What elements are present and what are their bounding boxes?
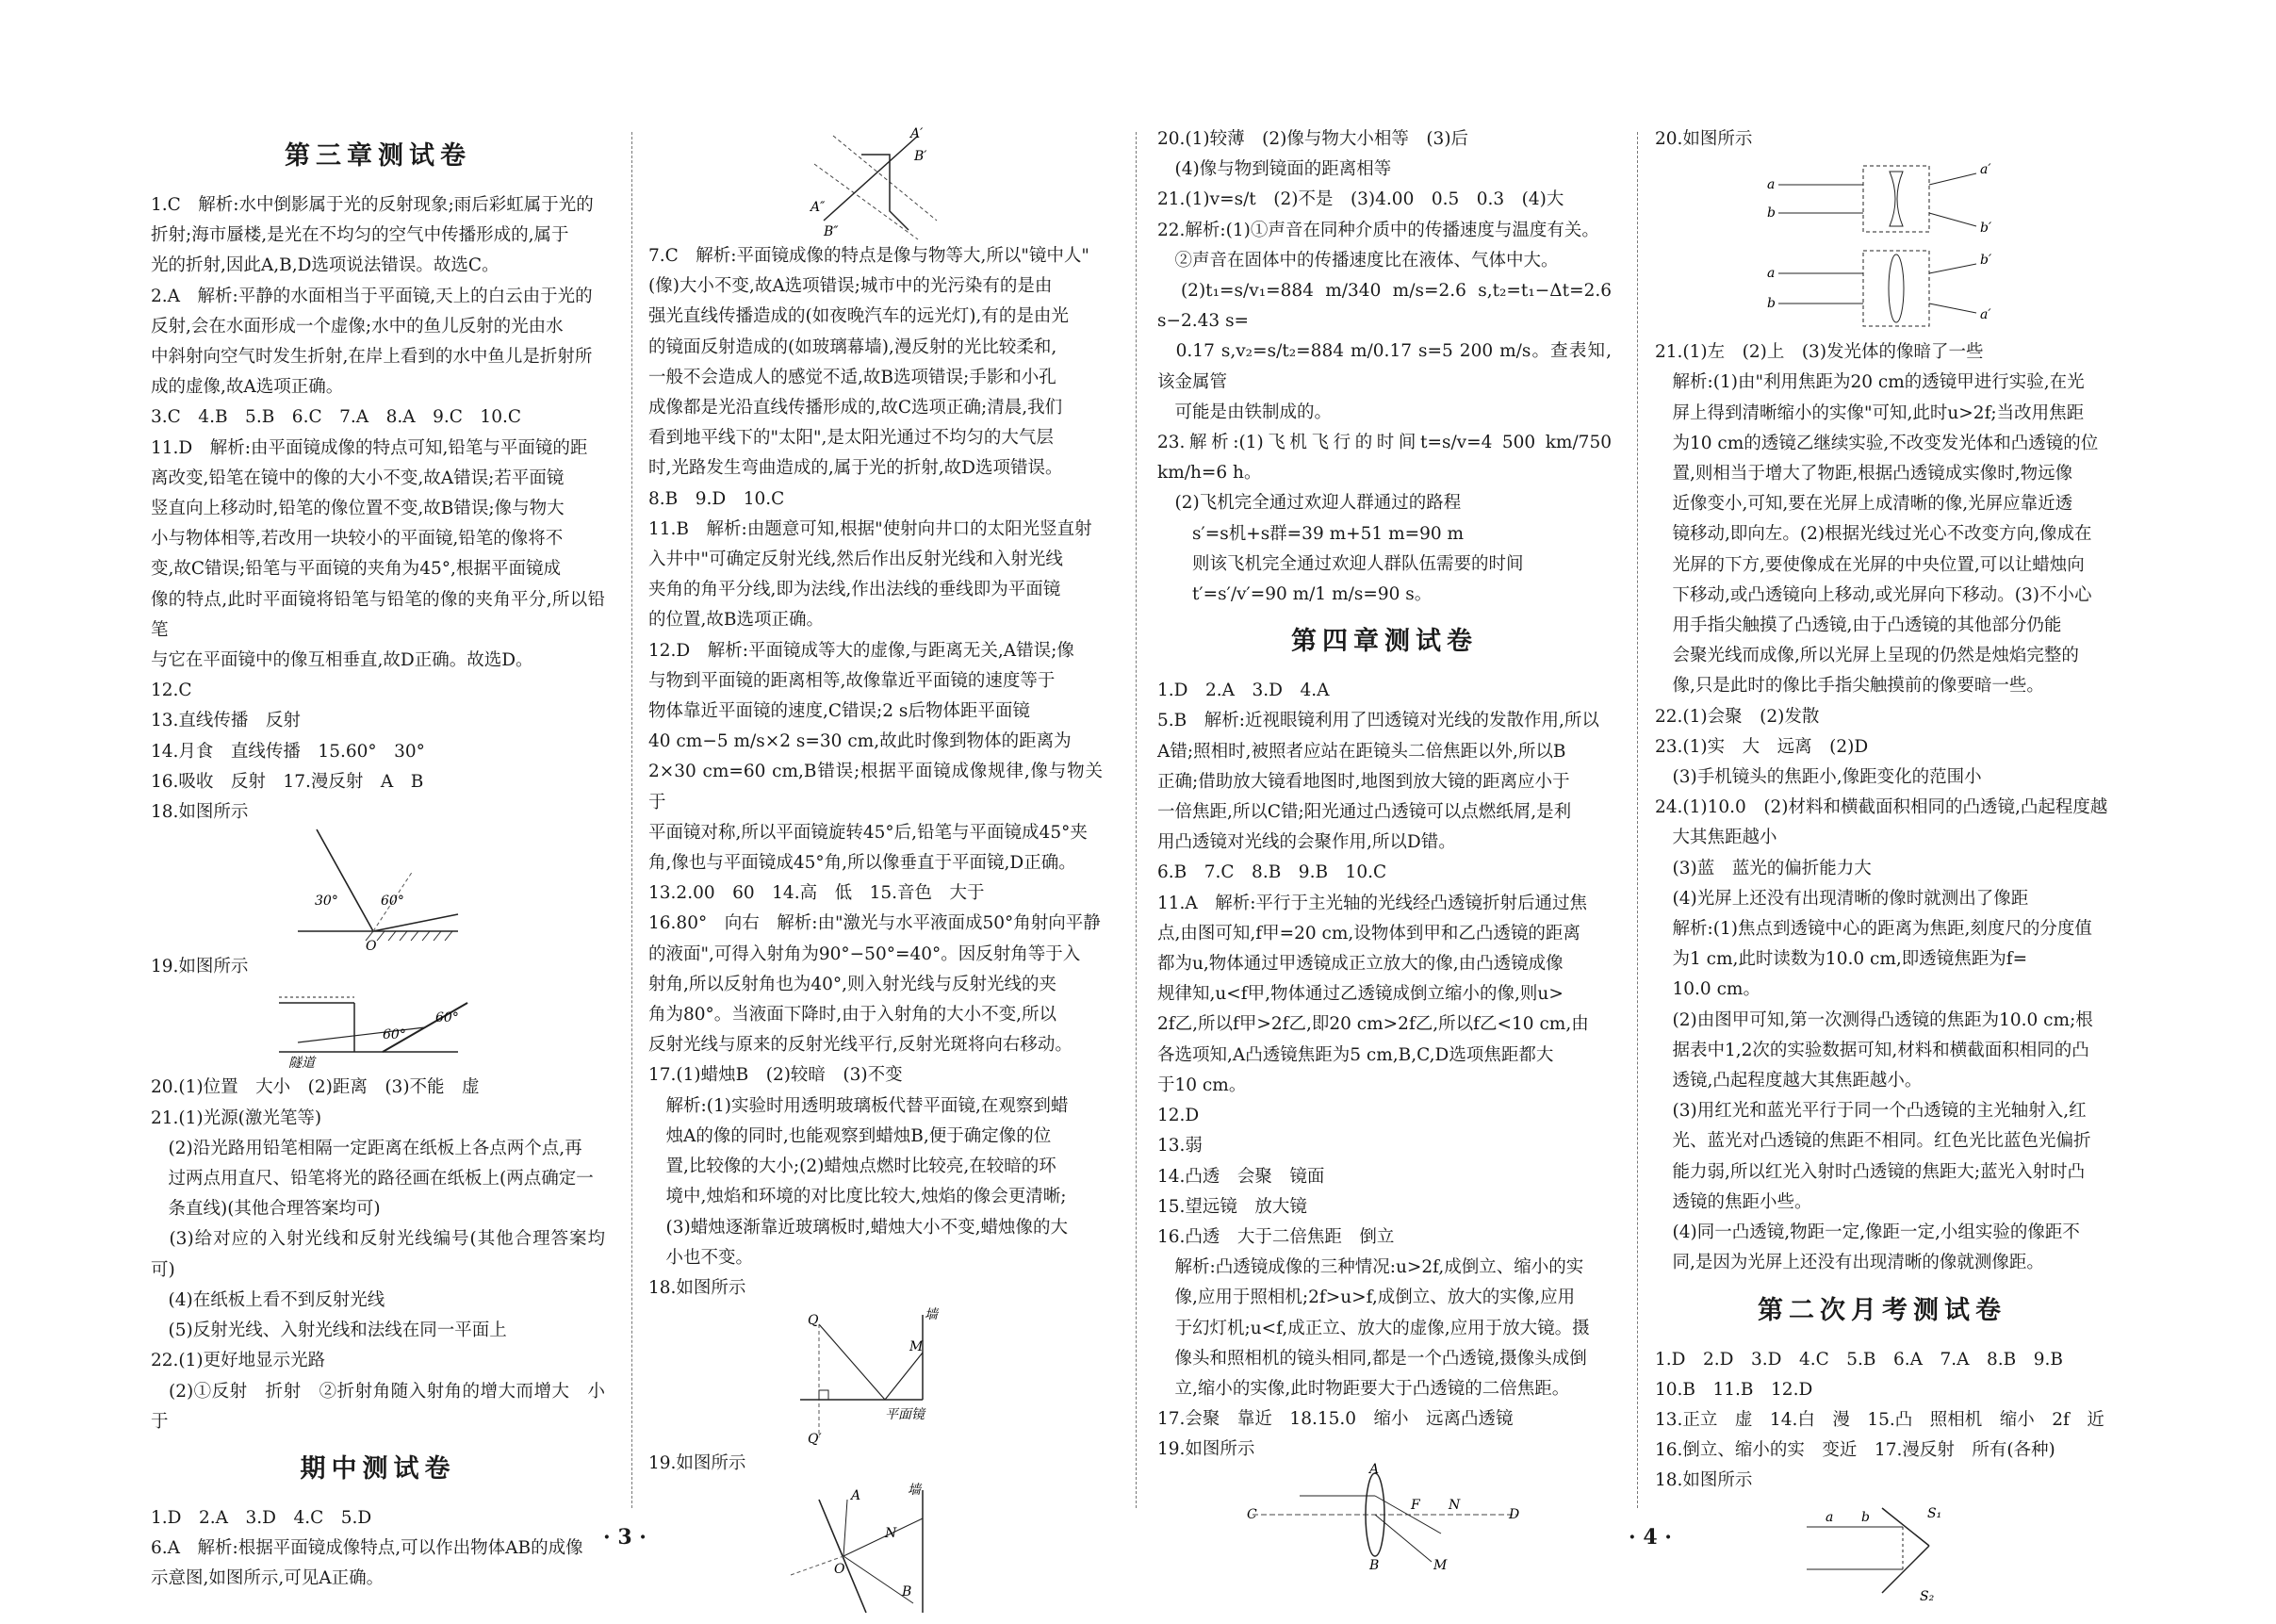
answer-line: 光屏的下方,要使像成在光屏的中央位置,可以让蜡烛向 (1655, 554, 2085, 575)
answer-line: (3)手机镜头的焦距小,像距变化的范围小 (1655, 767, 1982, 788)
answer-line: 夹角的角平分线,即为法线,作出法线的垂线即为平面镜 (648, 580, 1061, 600)
answer-line: (像)大小不变,故A选项错误;城市中的光污染有的是由 (648, 276, 1053, 297)
answer-line: 16.吸收 反射 17.漫反射 A B (151, 771, 424, 792)
answer-line: 1.D 2.D 3.D 4.C 5.B 6.A 7.A 8.B 9.B (1655, 1349, 2064, 1370)
wall-label: 墙 (908, 1483, 921, 1499)
answer-line: 都为u,物体通过甲透镜成正立放大的像,由凸透镜成像 (1157, 954, 1564, 975)
answer-line: 像的特点,此时平面镜将铅笔与铅笔的像的夹角平分,所以铅笔 (151, 589, 605, 640)
answer-line: 一倍焦距,所以C错;阳光通过凸透镜可以点燃纸屑,是利 (1157, 802, 1572, 823)
answer-line: 6.A 解析:根据平面镜成像特点,可以作出物体AB的成像 (151, 1538, 583, 1559)
wall-mirror-diagram (781, 1305, 970, 1447)
svg-text:N: N (1449, 1497, 1461, 1513)
answer-line: 于10 cm。 (1157, 1074, 1247, 1095)
answer-line: 近像变小,可知,要在光屏上成清晰的像,光屏应靠近透 (1655, 494, 2073, 515)
answer-line: 条直线)(其他合理答案均可) (151, 1199, 381, 1220)
answer-line: 14.凸透 会聚 镜面 (1157, 1166, 1325, 1187)
answer-line: 17.(1)蜡烛B (2)较暗 (3)不变 (648, 1065, 903, 1086)
answer-line: 2f乙,所以f甲>2f乙,即20 cm>2f乙,所以f乙<10 cm,由 (1157, 1014, 1589, 1035)
answer-line: 强光直线传播造成的(如夜晚汽车的远光灯),有的是由光 (648, 306, 1069, 327)
answer-line: 的位置,故B选项正确。 (648, 610, 824, 631)
answer-line: (4)像与物到镜面的距离相等 (1157, 159, 1392, 180)
answer-line: (2)①反射 折射 ②折射角随入射角的增大而增大 小于 (151, 1381, 605, 1432)
answer-line: 12.C (151, 681, 192, 701)
svg-text:S₁: S₁ (1927, 1505, 1942, 1521)
angle-label: 30° (315, 894, 338, 910)
answer-line: 透镜的焦距小些。 (1655, 1191, 1812, 1212)
answer-line: (2)沿光路用铅笔相隔一定距离在纸板上各点两个点,再 (151, 1138, 582, 1158)
angle-label: 60° (383, 1027, 406, 1043)
reflection-diagram (279, 829, 477, 955)
answer-line: 14.月食 直线传播 15.60° 30° (151, 741, 425, 762)
svg-text:M: M (1433, 1557, 1448, 1573)
answer-line: 立,缩小的实像,此时物距要大于凸透镜的二倍焦距。 (1157, 1378, 1570, 1399)
figure-19-wall (648, 1481, 1103, 1622)
answer-line: 角,像也与平面镜成45°角,所以像垂直于平面镜,D正确。 (648, 853, 1076, 874)
answer-line: 2×30 cm=60 cm,B错误;根据平面镜成像规律,像与物关于 (648, 762, 1103, 812)
answer-line: 21.(1)v=s/t (2)不是 (3)4.00 0.5 0.3 (4)大 (1157, 189, 1564, 210)
column-3 (1157, 124, 1617, 1573)
page-number-right: · 4 · (1629, 1525, 1672, 1550)
answer-line: 规律知,u<f甲,物体通过乙透镜成倒立缩小的像,则u> (1157, 984, 1564, 1005)
answer-line: 22.(1)会聚 (2)发散 (1655, 706, 1820, 727)
answer-line: 同,是因为光屏上还没有出现清晰的像就测像距。 (1655, 1253, 2044, 1273)
answer-line: 境中,烛焰和环境的对比度比较大,烛焰的像会更清晰; (648, 1187, 1067, 1207)
answer-line: 示意图,如图所示,可见A正确。 (151, 1568, 385, 1589)
answer-line: 成像都是光沿直线传播形成的,故C选项正确;清晨,我们 (648, 398, 1063, 418)
svg-text:B: B (1369, 1557, 1380, 1573)
chapter4-title: 第四章测试卷 (1291, 627, 1478, 657)
svg-text:S₂: S₂ (1920, 1588, 1935, 1604)
answer-line: 18.如图所示 (151, 802, 249, 823)
svg-text:a′: a′ (1980, 307, 1991, 323)
svg-text:B′: B′ (914, 149, 927, 164)
answer-line: 的镜面反射造成的(如玻璃幕墙),漫反射的光比较柔和, (648, 336, 1057, 357)
answer-line: (3)蜡烛逐渐靠近玻璃板时,蜡烛大小不变,蜡烛像的大 (648, 1217, 1068, 1238)
answer-line: 13.2.00 60 14.高 低 15.音色 大于 (648, 883, 985, 904)
answer-line: 为10 cm的透镜乙继续实验,不改变发光体和凸透镜的位 (1655, 433, 2099, 453)
answer-line: 解析:(1)由"利用焦距为20 cm的透镜甲进行实验,在光 (1655, 372, 2085, 393)
answer-line: 像,只是此时的像比手指尖触摸前的像要暗一些。 (1655, 676, 2044, 697)
angle-label: 60° (381, 894, 404, 910)
svg-text:B″: B″ (824, 224, 839, 239)
answer-line: 像头和照相机的镜头相同,都是一个凸透镜,摄像头成倒 (1157, 1348, 1587, 1369)
answer-line: 中斜射向空气时发生折射,在岸上看到的水中鱼儿是折射所 (151, 347, 593, 368)
answer-line: 23.解析:(1)飞机飞行的时间t=s/v=4 500 km/750 km/h=6 h。 (1157, 433, 1617, 484)
svg-text:b′: b′ (1980, 221, 1992, 237)
answer-line: 反射光线与原来的反射光线平行,反射光斑将向右移动。 (648, 1035, 1073, 1056)
answer-line: 20.(1)较薄 (2)像与物大小相等 (3)后 (1157, 129, 1469, 149)
svg-text:C: C (1247, 1506, 1257, 1522)
answer-line: s′=s机+s群=39 m+51 m=90 m (1157, 523, 1465, 544)
answer-line: 各选项知,A凸透镜焦距为5 cm,B,C,D选项焦距都大 (1157, 1044, 1554, 1065)
answer-line: 23.(1)实 大 远离 (2)D (1655, 736, 1869, 757)
column-divider (1637, 132, 1638, 1508)
answer-line: 入井中"可确定反射光线,然后作出反射光线和入射光线 (648, 550, 1063, 570)
answer-line: 镜移动,即向左。(2)根据光线过光心不改变方向,像成在 (1655, 524, 2092, 545)
answer-line: 解析:(1)焦点到透镜中心的距离为焦距,刻度尺的分度值 (1655, 919, 2092, 940)
figure-20-lenses (1655, 156, 2109, 336)
answer-line: 看到地平线下的"太阳",是太阳光通过不均匀的大气层 (648, 428, 1054, 449)
answer-line: 角为80°。当液面下降时,由于入射角的大小不变,所以 (648, 1005, 1057, 1025)
column-1 (151, 124, 605, 1595)
answer-line: 6.B 7.C 8.B 9.B 10.C (1157, 862, 1387, 883)
page-number-left: · 3 · (603, 1525, 647, 1550)
answer-line: 折射;海市蜃楼,是光在不均匀的空气中传播形成的,属于 (151, 225, 569, 246)
answer-line: 于幻灯机;u<f,成正立、放大的虚像,应用于放大镜。摄 (1157, 1318, 1590, 1338)
answer-line: 21.(1)左 (2)上 (3)发光体的像暗了一些 (1655, 342, 1984, 363)
answer-line: 11.D 解析:由平面镜成像的特点可知,铅笔与平面镜的距 (151, 437, 588, 458)
answer-line: 与它在平面镜中的像互相垂直,故D正确。故选D。 (151, 650, 533, 671)
svg-text:b: b (1861, 1509, 1870, 1525)
wall-label: 墙 (925, 1307, 938, 1323)
answer-line: 时,光路发生弯曲造成的,属于光的折射,故D选项错误。 (648, 458, 1063, 479)
answer-line: 13.弱 (1157, 1136, 1203, 1156)
answer-line: 20.(1)位置 大小 (2)距离 (3)不能 虚 (151, 1077, 480, 1098)
svg-text:A′: A′ (910, 126, 924, 141)
answer-line: 18.如图所示 (1655, 1470, 1753, 1491)
column-4 (1655, 124, 2109, 1604)
answer-line: 能力弱,所以红光入射时凸透镜的焦距大;蓝光入射时凸 (1655, 1161, 2086, 1182)
svg-text:Q: Q (808, 1313, 819, 1329)
answer-line: (4)光屏上还没有出现清晰的像时就测出了像距 (1655, 888, 2029, 909)
answer-line: 19.如图所示 (1157, 1439, 1255, 1460)
answer-line: A错;照相时,被照者应站在距镜头二倍焦距以外,所以B (1157, 741, 1566, 762)
svg-text:b′: b′ (1980, 253, 1992, 269)
answer-line: 据表中1,2次的实验数据可知,材料和横截面积相同的凸 (1655, 1040, 2089, 1060)
answer-line: 竖直向上移动时,铅笔的像位置不变,故B错误;像与物大 (151, 499, 565, 519)
figure-mirror-ab (648, 126, 1103, 239)
answer-line: 16.倒立、缩小的实 变近 17.漫反射 所有(各种) (1655, 1440, 2055, 1461)
answer-line: 的液面",可得入射角为90°−50°=40°。因反射角等于入 (648, 943, 1081, 964)
answer-line: 21.(1)光源(激光笔等) (151, 1107, 322, 1128)
answer-line: 小与物体相等,若改用一块较小的平面镜,铅笔的像将不 (151, 529, 564, 550)
answer-line: 用凸透镜对光线的会聚作用,所以D错。 (1157, 832, 1456, 853)
figure-18-mirrors (1655, 1499, 2109, 1602)
mirror-image-diagram (805, 126, 946, 239)
answer-line: 成的虚像,故A选项正确。 (151, 377, 344, 398)
column-2 (648, 124, 1103, 1624)
answer-line: 一般不会造成人的感觉不适,故B选项错误;手影和小孔 (648, 367, 1056, 387)
answer-line: 屏上得到清晰缩小的实像"可知,此时u>2f;当改用焦距 (1655, 402, 2085, 423)
point-o-label: O (366, 939, 377, 955)
answer-line: 射角,所以反射角也为40°,则入射光线与反射光线的夹 (648, 974, 1057, 994)
answer-line: 22.(1)更好地显示光路 (151, 1351, 326, 1371)
figure-18-reflection (151, 829, 605, 955)
answer-line: 10.B 11.B 12.D (1655, 1379, 1813, 1400)
answer-line: 变,故C错误;铅笔与平面镜的夹角为45°,根据平面镜成 (151, 559, 561, 580)
answer-line: 点,由图可知,f甲=20 cm,设物体到甲和乙凸透镜的距离 (1157, 923, 1580, 943)
svg-text:b: b (1767, 205, 1776, 221)
answer-line: 40 cm−5 m/s×2 s=30 cm,故此时像到物体的距离为 (648, 731, 1072, 752)
tunnel-label: 隧道 (288, 1056, 315, 1072)
answer-line: 反射,会在水面形成一个虚像;水中的鱼儿反射的光由水 (151, 316, 564, 336)
answer-line: 则该飞机完全通过欢迎人群队伍需要的时间 (1157, 553, 1524, 574)
midterm-title: 期中测试卷 (300, 1453, 456, 1484)
answer-line: 正确;借助放大镜看地图时,地图到放大镜的距离应小于 (1157, 771, 1570, 792)
svg-text:a: a (1767, 177, 1776, 193)
answer-line: 会聚光线而成像,所以光屏上呈现的仍然是烛焰完整的 (1655, 646, 2079, 666)
answer-line: 用手指尖触摸了凸透镜,由于凸透镜的其他部分仍能 (1655, 615, 2062, 636)
answer-line: 19.如图所示 (151, 957, 249, 977)
answer-line: 平面镜对称,所以平面镜旋转45°后,铅笔与平面镜成45°夹 (648, 822, 1088, 843)
answer-line: 20.如图所示 (1655, 129, 1753, 149)
answer-line: 22.解析:(1)①声音在同种介质中的传播速度与温度有关。 (1157, 220, 1599, 240)
answer-line: 15.望远镜 放大镜 (1157, 1196, 1307, 1217)
answer-line: (4)在纸板上看不到反射光线 (151, 1289, 385, 1310)
answer-line: 18.如图所示 (648, 1277, 746, 1298)
answer-line: 0.17 s,v₂=s/t₂=884 m/0.17 s=5 200 m/s。查表知,该金属管 (1157, 341, 1612, 392)
answer-line: 物体靠近平面镜的速度,C错误;2 s后物体距平面镜 (648, 701, 1030, 722)
column-divider (631, 132, 632, 1508)
answer-line: 3.C 4.B 5.B 6.C 7.A 8.A 9.C 10.C (151, 407, 522, 428)
answer-line: t′=s′/v′=90 m/1 m/s=90 s。 (1157, 584, 1433, 605)
answer-line: 12.D 解析:平面镜成等大的虚像,与距离无关,A错误;像 (648, 640, 1074, 661)
answer-line: 17.会聚 靠近 18.15.0 缩小 远离凸透镜 (1157, 1409, 1514, 1430)
answer-line: 置,则相当于增大了物距,根据凸透镜成实像时,物远像 (1655, 464, 2073, 484)
svg-text:a: a (1767, 266, 1776, 282)
answer-line: 光的折射,因此A,B,D选项说法错误。故选C。 (151, 255, 499, 276)
svg-text:a′: a′ (1980, 162, 1991, 178)
answer-line: 与物到平面镜的距离相等,故像靠近平面镜的速度等于 (648, 670, 1056, 691)
answer-line: 小也不变。 (648, 1247, 754, 1268)
svg-text:O: O (834, 1562, 845, 1578)
answer-line: 24.(1)10.0 (2)材料和横截面积相同的凸透镜,凸起程度越 (1655, 797, 2108, 818)
answer-line: (4)同一凸透镜,物距一定,像距一定,小组实验的像距不 (1655, 1222, 2080, 1243)
answer-line: 解析:凸透镜成像的三种情况:u>2f,成倒立、缩小的实 (1157, 1257, 1584, 1278)
answer-line: 离改变,铅笔在镜中的像的大小不变,故A错误;若平面镜 (151, 468, 565, 488)
mirror-label: 平面镜 (885, 1407, 925, 1423)
answer-line: 7.C 解析:平面镜成像的特点是像与物等大,所以"镜中人" (648, 246, 1089, 266)
answer-line: (2)飞机完全通过欢迎人群通过的路程 (1157, 493, 1462, 514)
answer-line: 13.正立 虚 14.白 漫 15.凸 照相机 缩小 2f 近 (1655, 1409, 2104, 1430)
figure-19-tunnel (151, 984, 605, 1071)
svg-text:F: F (1411, 1497, 1420, 1513)
svg-text:Q′: Q′ (808, 1432, 822, 1448)
svg-text:N: N (885, 1526, 897, 1542)
answer-line: 19.如图所示 (648, 1453, 746, 1474)
answer-line: 8.B 9.D 10.C (648, 488, 785, 509)
answer-line: 2.A 解析:平静的水面相当于平面镜,天上的白云由于光的 (151, 286, 593, 306)
answer-line: ②声音在固体中的传播速度比在液体、气体中大。 (1157, 250, 1559, 271)
corner-mirror-diagram (1788, 1499, 1976, 1602)
figure-18-wall-mirror (648, 1305, 1103, 1447)
svg-text:M: M (909, 1339, 924, 1355)
angle-label: 60° (435, 1010, 459, 1026)
answer-line: 解析:(1)实验时用透明玻璃板代替平面镜,在观察到蜡 (648, 1095, 1069, 1116)
answer-line: (3)蓝 蓝光的偏折能力大 (1655, 858, 1872, 878)
answer-line: 下移动,或凸透镜向上移动,或光屏向下移动。(3)不小心 (1655, 584, 2092, 605)
answer-line: (3)给对应的入射光线和反射光线编号(其他合理答案均可) (151, 1229, 605, 1280)
column-divider (1136, 132, 1137, 1508)
answer-line: 16.80° 向右 解析:由"激光与水平液面成50°角射向平静 (648, 913, 1101, 934)
answer-line: 为1 cm,此时读数为10.0 cm,即透镜焦距为f= (1655, 949, 2028, 970)
answer-line: 13.直线传播 反射 (151, 711, 301, 731)
answer-line: 1.C 解析:水中倒影属于光的反射现象;雨后彩虹属于光的 (151, 195, 594, 215)
answer-line: 像,应用于照相机;2f>u>f,成倒立、放大的实像,应用 (1157, 1288, 1576, 1308)
svg-text:A″: A″ (811, 200, 826, 215)
answer-line: 11.A 解析:平行于主光轴的光线经凸透镜折射后通过焦 (1157, 893, 1588, 913)
answer-line: 置,比较像的大小;(2)蜡烛点燃时比较亮,在较暗的环 (648, 1156, 1056, 1177)
answer-line: 1.D 2.A 3.D 4.C 5.D (151, 1507, 372, 1528)
answer-line: 11.B 解析:由题意可知,根据"使射向井口的太阳光竖直射 (648, 518, 1092, 539)
wall-reflection-diagram (781, 1481, 970, 1622)
answer-line: 1.D 2.A 3.D 4.A (1157, 681, 1330, 701)
answer-line: 10.0 cm。 (1655, 979, 1760, 1000)
answer-line: 过两点用直尺、铅笔将光的路径画在纸板上(两点确定一 (151, 1169, 594, 1189)
answer-line: (2)t₁=s/v₁=884 m/340 m/s=2.6 s,t₂=t₁−Δt=2.6 s−2.43 s= (1157, 281, 1617, 332)
answer-line: (5)反射光线、入射光线和法线在同一平面上 (151, 1321, 507, 1341)
lens-boxes-diagram (1741, 156, 2023, 336)
answer-line: 5.B 解析:近视眼镜利用了凹透镜对光线的发散作用,所以 (1157, 711, 1599, 731)
answer-line: 光、蓝光对凸透镜的焦距不相同。红色光比蓝色光偏折 (1655, 1131, 2091, 1152)
answer-line: (2)由图甲可知,第一次测得凸透镜的焦距为10.0 cm;根 (1655, 1009, 2093, 1030)
svg-text:D: D (1509, 1506, 1520, 1522)
answer-line: 大其焦距越小 (1655, 828, 1777, 848)
svg-text:b: b (1767, 296, 1776, 312)
svg-text:B: B (902, 1584, 912, 1600)
svg-text:a: a (1826, 1509, 1834, 1525)
tunnel-diagram (270, 984, 486, 1071)
figure-19-lens (1157, 1461, 1612, 1573)
answer-line: (3)用红光和蓝光平行于同一个凸透镜的主光轴射入,红 (1655, 1101, 2087, 1122)
answer-line: 16.凸透 大于二倍焦距 倒立 (1157, 1226, 1395, 1247)
svg-text:A: A (851, 1488, 861, 1504)
monthly-test-title: 第二次月考测试卷 (1758, 1295, 2006, 1325)
answer-line: 可能是由铁制成的。 (1157, 402, 1333, 422)
svg-text:A: A (1369, 1461, 1380, 1477)
chapter3-answers (151, 190, 605, 828)
convex-lens-diagram (1243, 1461, 1526, 1573)
answer-line: 12.D (1157, 1106, 1200, 1126)
answer-line: 烛A的像的同时,也能观察到蜡烛B,便于确定像的位 (648, 1125, 1052, 1146)
answer-line: 透镜,凸起程度越大其焦距越小。 (1655, 1071, 1923, 1091)
chapter3-title: 第三章测试卷 (285, 141, 471, 171)
